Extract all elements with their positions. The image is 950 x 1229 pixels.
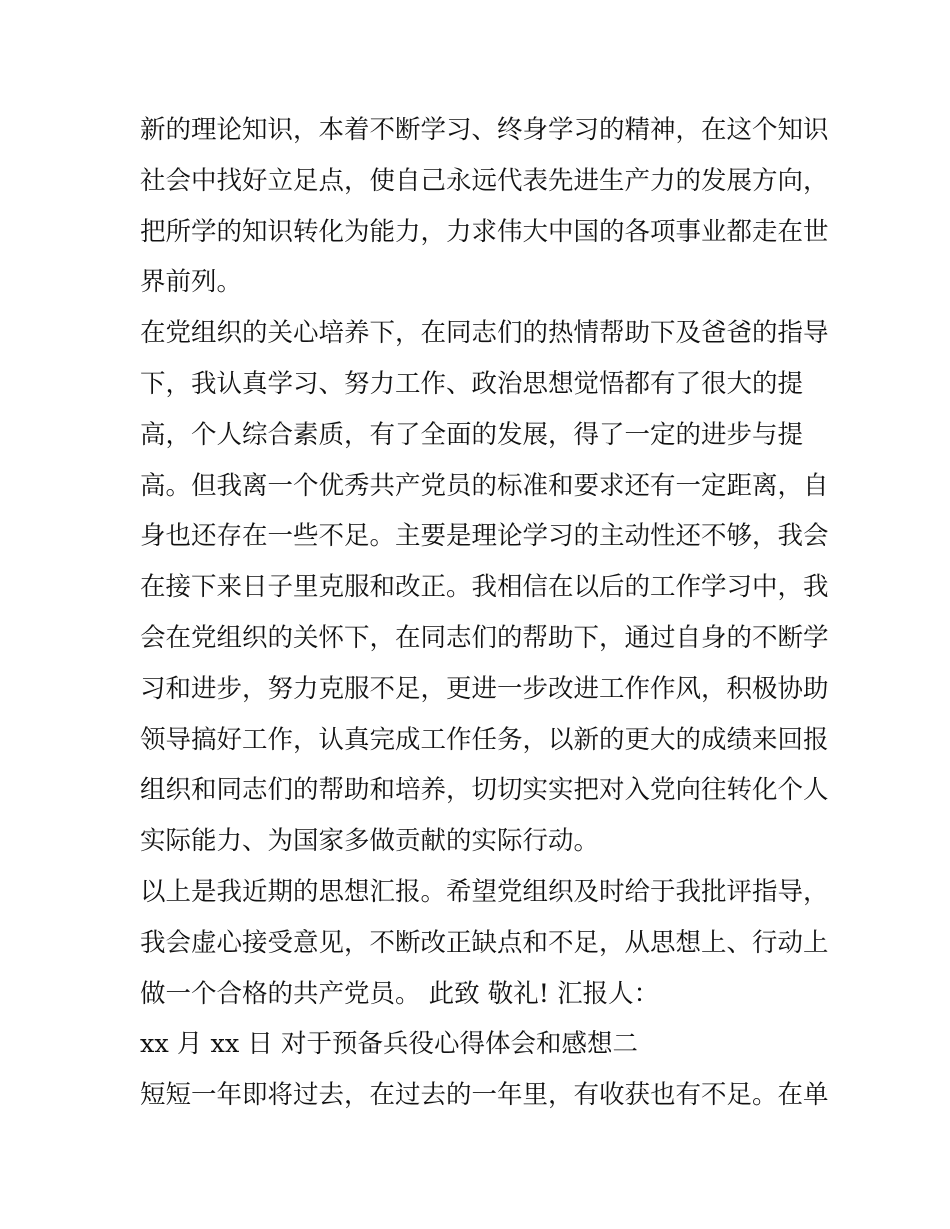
text-line: 高。但我离一个优秀共产党员的标准和要求还有一定距离，自 — [140, 470, 829, 501]
text-line: 在接下来日子里克服和改正。我相信在以后的工作学习中，我 — [140, 572, 829, 603]
text-line: 短短一年即将过去，在过去的一年里，有收获也有不足。在单 — [140, 1080, 829, 1111]
text-line: 领导搞好工作，认真完成工作任务，以新的更大的成绩来回报 — [140, 724, 829, 755]
text-line: 实际能力、为国家多做贡献的实际行动。 — [140, 826, 600, 857]
section-heading: xx 月 xx 日 对于预备兵役心得体会和感想二 — [140, 1029, 638, 1060]
text-line: 把所学的知识转化为能力，力求伟大中国的各项事业都走在世 — [140, 216, 829, 247]
text-line: 做一个合格的共产党员。 此致 敬礼! 汇报人： — [140, 978, 660, 1009]
document-page — [140, 105, 829, 1121]
text-line: 以上是我近期的思想汇报。希望党组织及时给于我批评指导， — [140, 876, 829, 907]
text-line: 高，个人综合素质，有了全面的发展，得了一定的进步与提 — [140, 419, 804, 450]
text-line: 在党组织的关心培养下，在同志们的热情帮助下及爸爸的指导 — [140, 318, 829, 349]
text-line: 习和进步，努力克服不足，更进一步改进工作作风，积极协助 — [140, 673, 829, 704]
text-line: 社会中找好立足点，使自己永远代表先进生产力的发展方向， — [140, 165, 829, 196]
text-line: 身也还存在一些不足。主要是理论学习的主动性还不够，我会 — [140, 521, 829, 552]
text-line: 下，我认真学习、努力工作、政治思想觉悟都有了很大的提 — [140, 368, 804, 399]
text-line: 我会虚心接受意见，不断改正缺点和不足，从思想上、行动上 — [140, 927, 829, 958]
text-line: 新的理论知识，本着不断学习、终身学习的精神，在这个知识 — [140, 115, 829, 145]
text-line: 界前列。 — [140, 267, 243, 298]
text-line: 会在党组织的关怀下，在同志们的帮助下，通过自身的不断学 — [140, 622, 829, 653]
text-line: 组织和同志们的帮助和培养，切切实实把对入党向往转化个人 — [140, 775, 829, 806]
